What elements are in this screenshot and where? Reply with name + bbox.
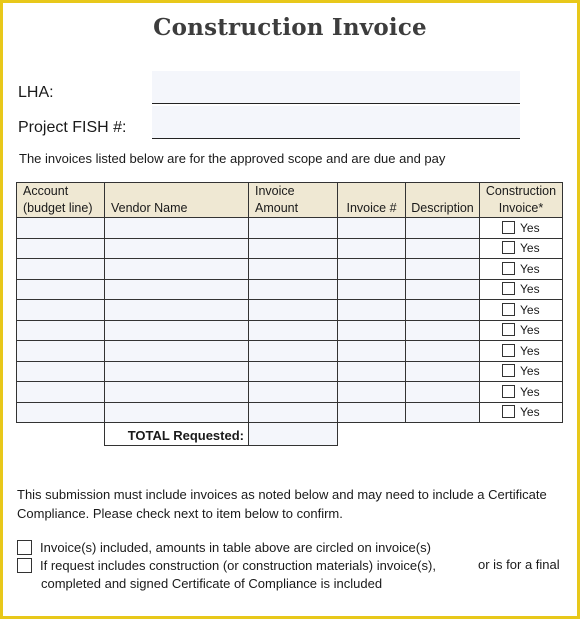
amount-cell[interactable] [249,300,338,321]
invoice-number-cell[interactable] [338,320,406,341]
checkbox-icon[interactable] [502,241,515,254]
yes-label: Yes [520,323,540,338]
header-invoice-number: Invoice # [338,183,406,218]
construction-cell [480,341,563,362]
vendor-cell[interactable] [105,259,249,280]
checklist-item-compliance-label: If request includes construction (or construction materials) invoice(s), [40,558,436,573]
account-cell[interactable] [17,300,105,321]
invoice-number-cell[interactable] [338,361,406,382]
description-cell[interactable] [406,402,480,423]
checklist-item-compliance-tail: or is for a final [478,557,560,572]
vendor-cell[interactable] [105,361,249,382]
intro-text: The invoices listed below are for the approved scope and are due and pay [19,151,446,166]
checkbox-icon[interactable] [502,405,515,418]
vendor-cell[interactable] [105,402,249,423]
checkbox-icon[interactable] [502,282,515,295]
account-cell[interactable] [17,341,105,362]
description-cell[interactable] [406,218,480,239]
checkbox-icon[interactable] [502,323,515,336]
table-row [17,361,563,382]
submission-text: This submission must include invoices as noted below and may need to include a Certificate Compliance. Please check next to item below to confirm. [17,487,547,521]
vendor-cell[interactable] [105,300,249,321]
header-vendor: Vendor Name [105,183,249,218]
construction-cell [480,300,563,321]
checklist-item-compliance [17,557,436,575]
table-row [17,238,563,259]
description-cell[interactable] [406,341,480,362]
table-row [17,320,563,341]
checkbox-icon[interactable] [502,385,515,398]
construction-cell [480,259,563,280]
vendor-cell[interactable] [105,279,249,300]
checklist-item-invoices [17,539,431,557]
amount-cell[interactable] [249,279,338,300]
project-fish-label: Project FISH #: [18,119,127,136]
account-cell[interactable] [17,402,105,423]
vendor-cell[interactable] [105,320,249,341]
account-cell[interactable] [17,279,105,300]
invoice-number-cell[interactable] [338,402,406,423]
total-row [17,423,563,446]
construction-cell [480,279,563,300]
checkbox-icon[interactable] [502,364,515,377]
header-account: Account (budget line) [17,183,105,218]
checkbox-icon[interactable] [502,262,515,275]
construction-cell [480,320,563,341]
account-cell[interactable] [17,382,105,403]
project-fish-line [152,138,520,139]
lha-line [152,103,520,104]
account-cell[interactable] [17,320,105,341]
checkbox-invoices-icon[interactable] [17,540,32,555]
invoice-number-cell[interactable] [338,300,406,321]
invoice-number-cell[interactable] [338,259,406,280]
checkbox-icon[interactable] [502,344,515,357]
amount-cell[interactable] [249,382,338,403]
yes-label: Yes [520,282,540,297]
construction-cell [480,238,563,259]
vendor-cell[interactable] [105,238,249,259]
description-cell[interactable] [406,320,480,341]
account-cell[interactable] [17,218,105,239]
table-row [17,218,563,239]
vendor-cell[interactable] [105,382,249,403]
checkbox-icon[interactable] [502,221,515,234]
lha-input-area[interactable] [152,71,520,103]
table-header-row [17,183,563,218]
invoice-number-cell[interactable] [338,382,406,403]
yes-label: Yes [520,302,540,317]
table-row [17,402,563,423]
vendor-cell[interactable] [105,341,249,362]
header-amount: Invoice Amount [249,183,338,218]
checklist-item-invoices-label: Invoice(s) included, amounts in table above are circled on invoice(s) [40,540,431,555]
invoice-number-cell[interactable] [338,238,406,259]
checkbox-icon[interactable] [502,303,515,316]
description-cell[interactable] [406,279,480,300]
invoice-table [16,182,563,446]
yes-label: Yes [520,241,540,256]
amount-cell[interactable] [249,320,338,341]
table-row [17,300,563,321]
construction-cell [480,218,563,239]
description-cell[interactable] [406,259,480,280]
total-value-cell[interactable] [249,423,338,446]
table-row [17,382,563,403]
document-title: Construction Invoice [153,14,427,41]
description-cell[interactable] [406,382,480,403]
yes-label: Yes [520,220,540,235]
total-label: TOTAL Requested: [105,423,249,446]
amount-cell[interactable] [249,402,338,423]
construction-cell [480,402,563,423]
account-cell[interactable] [17,361,105,382]
table-row [17,279,563,300]
construction-cell [480,361,563,382]
description-cell[interactable] [406,238,480,259]
checklist-item-compliance-continuation: completed and signed Certificate of Compliance is included [41,576,383,591]
amount-cell[interactable] [249,341,338,362]
total-spacer [17,423,105,446]
yes-label: Yes [520,343,540,358]
table-row [17,341,563,362]
invoice-number-cell[interactable] [338,279,406,300]
invoice-number-cell[interactable] [338,341,406,362]
checkbox-compliance-icon[interactable] [17,558,32,573]
yes-label: Yes [520,384,540,399]
construction-cell [480,382,563,403]
header-description: Description [406,183,480,218]
description-cell[interactable] [406,300,480,321]
account-cell[interactable] [17,238,105,259]
amount-cell[interactable] [249,361,338,382]
project-fish-input-area[interactable] [152,106,520,138]
amount-cell[interactable] [249,218,338,239]
header-construction: Construction Invoice* [480,183,563,218]
yes-label: Yes [520,405,540,420]
yes-label: Yes [520,364,540,379]
table-row [17,259,563,280]
description-cell[interactable] [406,361,480,382]
account-cell[interactable] [17,259,105,280]
lha-label: LHA: [18,84,54,101]
yes-label: Yes [520,261,540,276]
amount-cell[interactable] [249,238,338,259]
invoice-number-cell[interactable] [338,218,406,239]
amount-cell[interactable] [249,259,338,280]
vendor-cell[interactable] [105,218,249,239]
